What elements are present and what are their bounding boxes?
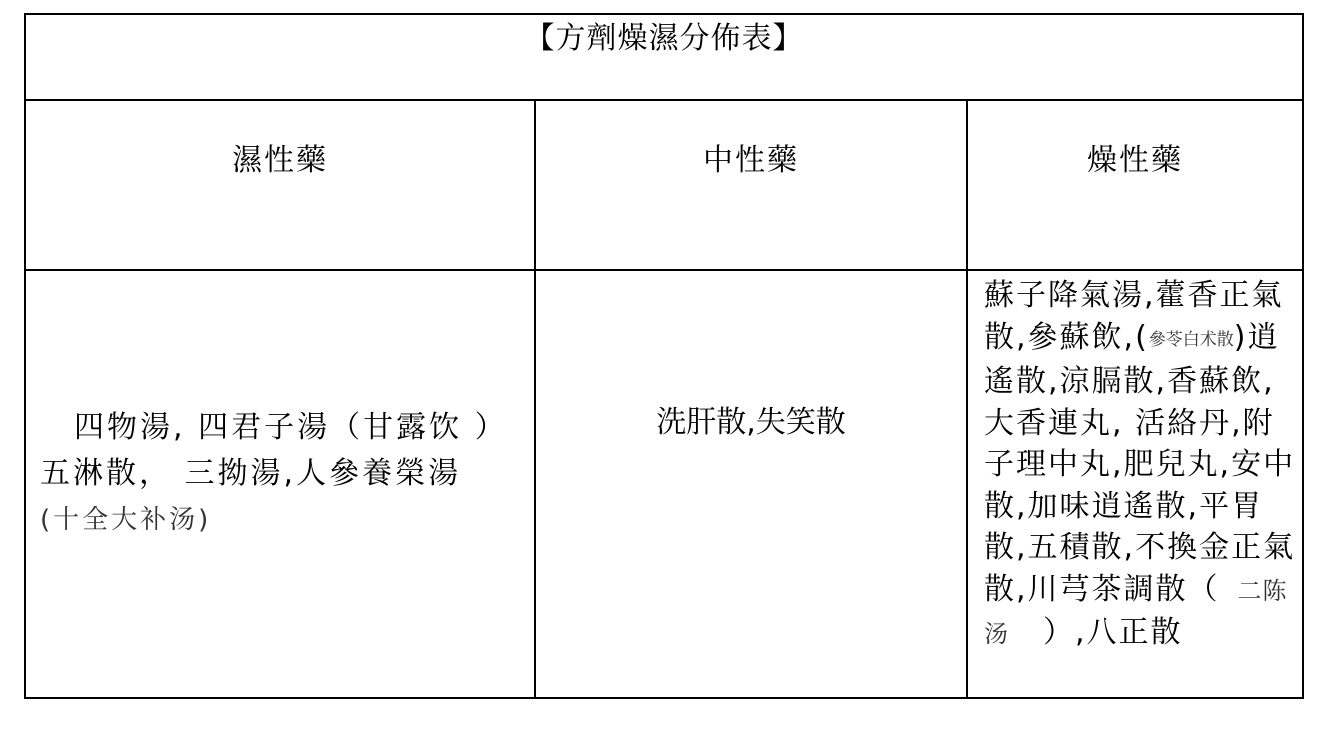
header-dry: 燥性藥 bbox=[1087, 143, 1183, 178]
header-wet: 濕性藥 bbox=[232, 143, 328, 178]
table-title-row bbox=[26, 15, 1302, 101]
wet-formulas bbox=[40, 405, 530, 543]
cell-wet-formulas bbox=[26, 271, 536, 697]
table-title: 【方劑燥濕分佈表】 bbox=[524, 21, 804, 56]
wet-note: (十全大补汤) bbox=[40, 505, 212, 535]
table-body-row bbox=[26, 271, 1302, 697]
cell-dry-formulas bbox=[968, 271, 1302, 697]
dry-text-part-2: )逍遙散,涼膈散,香蘇飲,大香連丸, 活絡丹,附子理中丸,肥兒丸,安中散,加味逍遙散,平胃散,五積散,不換金正氣散,川芎茶調散（ bbox=[984, 319, 1296, 607]
wet-line-2: 五淋散， 三拗湯,人參養榮湯 bbox=[40, 456, 462, 491]
dry-text-part-1: 蘇子降氣湯,藿香正氣散,參蘇飲,( bbox=[984, 278, 1284, 355]
header-cell-wet bbox=[26, 101, 536, 269]
header-neutral: 中性藥 bbox=[703, 143, 799, 178]
dry-formulas bbox=[984, 275, 1296, 656]
header-cell-neutral bbox=[536, 101, 968, 269]
table-header-row bbox=[26, 101, 1302, 271]
dry-note-small: 參苓白术散 bbox=[1148, 329, 1234, 350]
wet-line-1: 四物湯, 四君子湯（甘露饮 ） bbox=[74, 410, 508, 445]
neutral-formulas: 洗肝散,失笑散 bbox=[656, 405, 846, 440]
dry-note-mid: 二陈汤 bbox=[984, 576, 1288, 648]
cell-neutral-formulas bbox=[536, 271, 968, 697]
formula-table bbox=[24, 13, 1304, 699]
dry-text-part-3: ）,八正散 bbox=[1043, 615, 1183, 650]
header-cell-dry bbox=[968, 101, 1302, 269]
